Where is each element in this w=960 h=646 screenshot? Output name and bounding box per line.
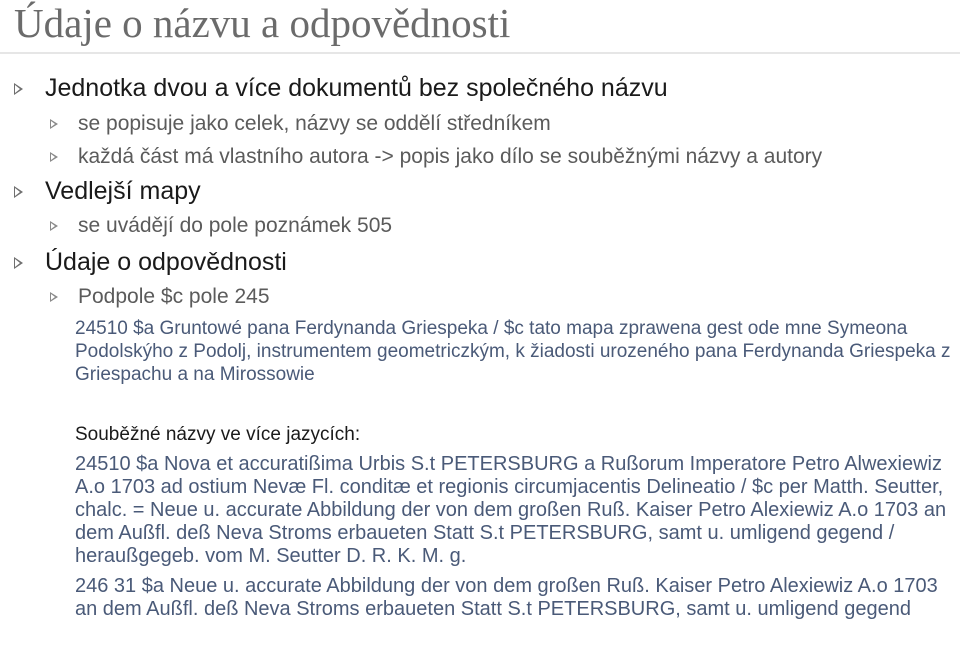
title-divider xyxy=(0,52,960,54)
bullet-text: Podpole $c pole 245 xyxy=(78,285,270,308)
bullet-text: se popisuje jako celek, názvy se oddělí středníkem xyxy=(78,112,551,135)
bullet-arrow-icon xyxy=(14,186,23,198)
example-parallel-245-field: 24510 $a Nova et accuratißima Urbis S.t PETERSBURG a Rußorum Imperatore Petro Alwexiewiz A.o 1703 ad ostium Nevæ Fl. conditæ et regionis circumjacentis Delineatio / $c per Matth. Seutter, chalc. = Neue u. accurate Abbildung der von dem großen Ruß. Kaiser Petro Alexiewiz A.o 1703 an dem Außfl. deß Neva Stroms erbaueten Statt S.t PETERSBURG, samt u. umligend gegend / heraußgegeb. vom M. Seutter D. R. K. M. g. xyxy=(75,453,947,567)
bullet-arrow-icon xyxy=(14,83,23,95)
bullet-vedlejsi-mapy xyxy=(14,177,201,206)
bullet-arrow-icon xyxy=(50,292,58,302)
bullet-text: Údaje o odpovědnosti xyxy=(45,248,287,276)
bullet-celek xyxy=(50,112,551,136)
parallel-titles-heading: Souběžné názvy ve více jazycích: xyxy=(75,424,361,445)
bullet-arrow-icon xyxy=(50,119,58,129)
bullet-arrow-icon xyxy=(50,221,58,231)
bullet-text: každá část má vlastního autora -> popis jako dílo se souběžnými názvy a autory xyxy=(78,145,823,168)
bullet-autor xyxy=(50,145,822,169)
bullet-jednotka xyxy=(14,74,668,103)
example-245-field: 24510 $a Gruntowé pana Ferdynanda Griespeka / $c tato mapa zprawena gest ode mne Symeona Podolskýho z Podolj, instrumentem geometriczkým, k žiadosti urozeného pana Ferdynanda Griespeka z Griespachu a na Mirossowie xyxy=(75,318,951,385)
slide-title: Údaje o názvu a odpovědnosti xyxy=(14,0,511,46)
bullet-podpole-c xyxy=(50,285,270,309)
bullet-arrow-icon xyxy=(50,152,58,162)
example-246-field: 246 31 $a Neue u. accurate Abbildung der von dem großen Ruß. Kaiser Petro Alexiewiz A.o 1703 an dem Außfl. deß Neva Stroms erbaueten Statt S.t PETERSBURG, samt u. umligend gegend xyxy=(75,575,938,620)
bullet-odpovednost xyxy=(14,248,287,277)
bullet-arrow-icon xyxy=(14,257,23,269)
bullet-text: Vedlejší mapy xyxy=(45,177,201,205)
bullet-pole-505 xyxy=(50,214,392,238)
bullet-text: se uvádějí do pole poznámek 505 xyxy=(78,214,393,237)
bullet-text: Jednotka dvou a více dokumentů bez společného názvu xyxy=(45,74,668,102)
